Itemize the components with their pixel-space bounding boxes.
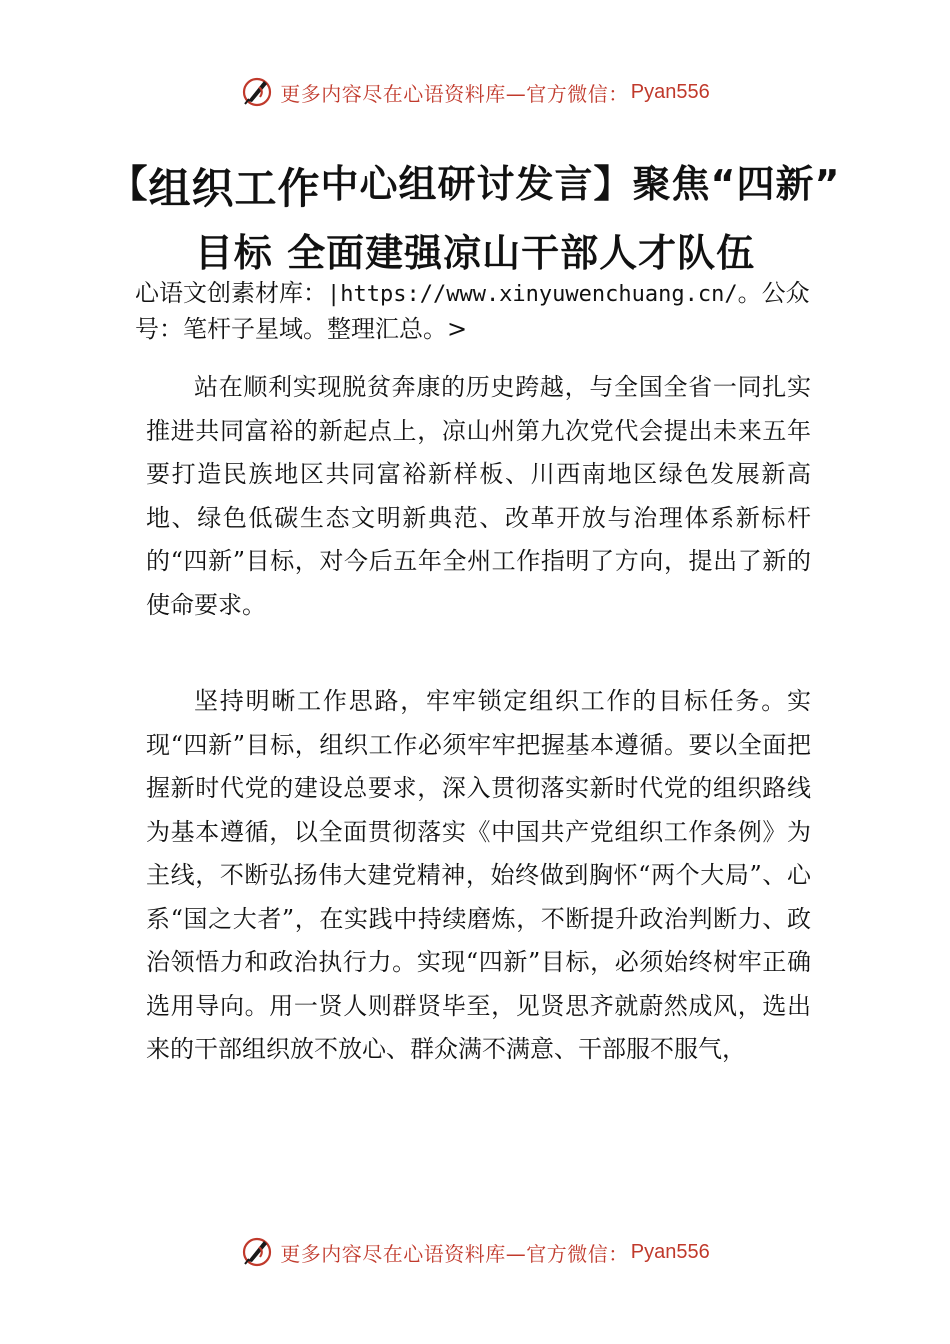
source-url: |https://www.xinyuwenchuang.cn/ <box>327 282 738 307</box>
title-part-2: 中心组研讨发言】聚焦“四新” <box>320 162 841 206</box>
document-title-line-2: 目标 全面建强凉山干部人才队伍 <box>194 231 756 275</box>
banner-wechat-id: Pyan556 <box>630 80 710 103</box>
document-title-line-1 <box>0 150 950 213</box>
header-banner <box>0 72 950 112</box>
body-paragraph-2: 坚持明晰工作思路，牢牢锁定组织工作的目标任务。实现“四新”目标，组织工作必须牢牢把握基本遵循。要以全面把握新时代党的建设总要求，深入贯彻落实新时代党的组织路线为基本遵循，以全面贯彻落实《中国共产党组织工作条例》为主线，不断弘扬伟大建党精神，始终做到胸怀“两个大局”、心系“国之大者”，在实践中持续磨炼，不断提升政治判断力、政治领悟力和政治执行力。实现“四新”目标，必须始终树牢正确选用导向。用一贤人则群贤毕至，见贤思齐就蔚然成风，选出来的干部组织放不放心、群众满不满意、干部服不服气， <box>146 687 811 1063</box>
title-part-1: 组织工作 <box>148 164 321 213</box>
banner-wechat-id: Pyan556 <box>630 1240 710 1263</box>
title-bracket: 【 <box>109 162 149 206</box>
source-suffix: 。公众号：笔杆子星域。整理汇总。> <box>135 279 810 343</box>
source-note <box>135 276 835 346</box>
banner-text: 更多内容尽在心语资料库—官方微信： <box>280 1241 629 1266</box>
banner-text: 更多内容尽在心语资料库—官方微信： <box>280 81 629 106</box>
body-paragraph-1: 站在顺利实现脱贫奔康的历史跨越，与全国全省一同扎实推进共同富裕的新起点上，凉山州第九次党代会提出未来五年要打造民族地区共同富裕新样板、川西南地区绿色发展新高地、绿色低碳生态文明新典范、改革开放与治理体系新标杆的“四新”目标，对今后五年全州工作指明了方向，提出了新的使命要求。 <box>146 373 811 619</box>
footer-banner <box>0 1232 950 1272</box>
quill-ring-logo-icon <box>240 1235 274 1269</box>
source-prefix: 心语文创素材库： <box>135 279 327 307</box>
quill-ring-logo-icon <box>240 75 274 109</box>
